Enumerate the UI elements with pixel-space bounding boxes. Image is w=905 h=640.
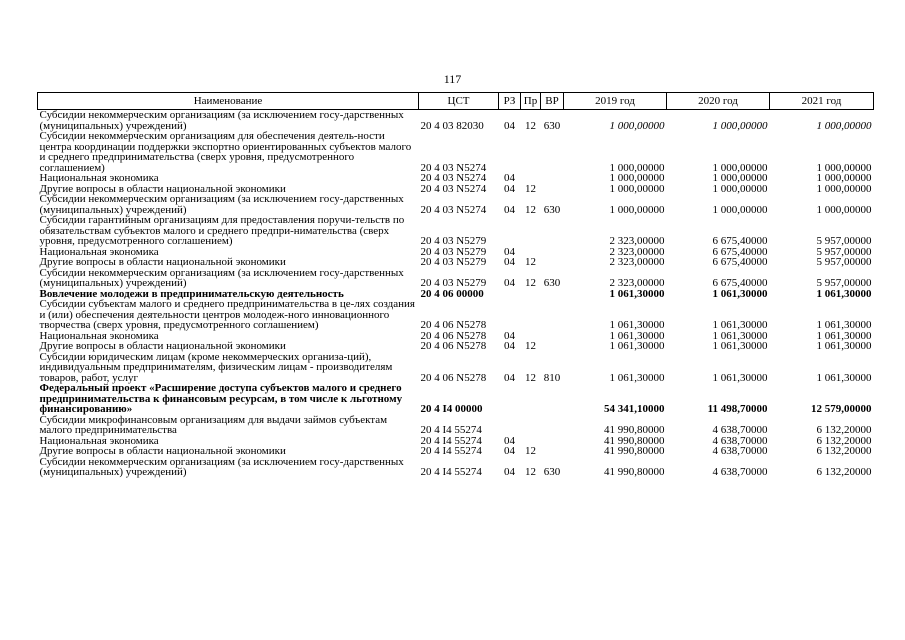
page-number: 117 xyxy=(443,72,462,86)
row-rz xyxy=(499,383,521,415)
row-value-2020: 1 000,00000 xyxy=(712,119,768,132)
table-row xyxy=(38,457,874,478)
row-rz xyxy=(499,299,521,331)
row-vr: 630 xyxy=(543,119,561,132)
header-name: Наименование xyxy=(38,93,419,110)
row-value-2019: 2 323,00000 xyxy=(609,245,665,258)
table-row xyxy=(38,383,874,415)
budget-table xyxy=(37,92,874,478)
row-pr xyxy=(521,215,541,247)
row-value-2021: 1 061,30000 xyxy=(816,329,872,342)
row-value-2019: 1 000,00000 xyxy=(609,172,665,184)
row-value-2021: 6 132,20000 xyxy=(816,466,872,478)
row-name: Другие вопросы в области национальной экономики xyxy=(39,445,286,457)
row-name: Федеральный проект «Расширение доступа субъектов малого и среднего предпринимательства к финансовым ресурсам, в том числе к льготному финансированию» xyxy=(39,382,403,415)
row-vr xyxy=(541,173,564,184)
row-name: Субсидии гарантийным организациям для предоставления поручи-тельств по обязательствам субъектов малого и среднего предпри-нимательства (сверх уровня, предусмотренного соглашением) xyxy=(39,214,405,247)
row-value-2020: 4 638,70000 xyxy=(712,466,768,478)
row-value-2021: 6 132,20000 xyxy=(816,434,872,447)
row-rz: 04 xyxy=(504,371,515,384)
row-rz: 04 xyxy=(504,256,515,268)
row-value-2019: 1 061,30000 xyxy=(609,371,665,384)
row-value-2019: 54 341,10000 xyxy=(604,403,665,415)
row-value-2019: 2 323,00000 xyxy=(609,256,665,268)
row-value-2019: 41 990,80000 xyxy=(604,466,665,478)
row-value-2020: 1 000,00000 xyxy=(712,172,768,184)
row-value-2020: 1 061,30000 xyxy=(712,319,768,331)
row-cst: 20 4 03 N5279 xyxy=(420,245,487,258)
row-vr xyxy=(541,247,564,258)
header-cst: ЦСТ xyxy=(419,93,499,110)
row-value-2020: 1 061,30000 xyxy=(712,340,768,352)
row-vr xyxy=(541,383,564,415)
row-rz: 04 xyxy=(504,466,515,478)
row-name: Субсидии некоммерческим организациям (за исключением госу-дарственных (муниципальных) учреждений) xyxy=(39,266,404,289)
row-value-2019: 2 323,00000 xyxy=(609,235,665,247)
row-cst: 20 4 03 N5274 xyxy=(420,161,487,174)
row-vr xyxy=(541,299,564,331)
row-name: Другие вопросы в области национальной экономики xyxy=(39,340,286,352)
row-value-2020: 6 675,40000 xyxy=(712,245,768,258)
row-value-2021: 1 061,30000 xyxy=(816,319,872,331)
row-rz: 04 xyxy=(504,182,515,195)
row-name: Национальная экономика xyxy=(39,434,159,447)
row-rz: 04 xyxy=(504,340,515,352)
table-row xyxy=(38,131,874,173)
row-value-2020: 4 638,70000 xyxy=(712,445,768,457)
row-cst: 20 4 03 N5279 xyxy=(420,277,487,289)
row-value-2019: 41 990,80000 xyxy=(604,434,665,447)
row-pr xyxy=(521,415,541,436)
row-cst: 20 4 03 N5274 xyxy=(420,182,487,195)
row-cst: 20 4 I4 55274 xyxy=(420,466,482,478)
row-value-2019: 41 990,80000 xyxy=(604,424,665,436)
row-value-2021: 5 957,00000 xyxy=(816,245,872,258)
row-rz xyxy=(499,289,521,300)
header-rz: РЗ xyxy=(499,93,521,110)
table-row xyxy=(38,446,874,457)
row-rz: 04 xyxy=(504,277,515,289)
header-vr: ВР xyxy=(541,93,564,110)
row-cst: 20 4 I4 00000 xyxy=(420,403,483,415)
table-row xyxy=(38,194,874,215)
row-cst: 20 4 03 82030 xyxy=(420,119,484,132)
row-value-2020: 11 498,70000 xyxy=(707,403,768,415)
row-value-2020: 6 675,40000 xyxy=(712,277,768,289)
row-value-2019: 1 000,00000 xyxy=(609,182,665,195)
row-name: Субсидии некоммерческим организациям (за исключением госу-дарственных (муниципальных) учреждений) xyxy=(39,109,404,132)
row-rz: 04 xyxy=(504,329,515,342)
row-value-2019: 1 061,30000 xyxy=(609,329,665,342)
row-value-2020: 6 675,40000 xyxy=(712,256,768,268)
row-pr: 12 xyxy=(525,277,536,289)
table-row xyxy=(38,352,874,384)
row-value-2020: 1 000,00000 xyxy=(712,182,768,195)
row-value-2019: 1 061,30000 xyxy=(609,340,665,352)
row-value-2021: 6 132,20000 xyxy=(816,445,872,457)
row-value-2020: 4 638,70000 xyxy=(712,424,768,436)
row-value-2021: 5 957,00000 xyxy=(816,277,872,289)
row-vr: 810 xyxy=(543,371,561,384)
row-value-2019: 41 990,80000 xyxy=(604,445,665,457)
row-value-2020: 1 000,00000 xyxy=(712,203,768,216)
row-value-2019: 1 061,30000 xyxy=(609,319,665,331)
row-pr xyxy=(521,289,541,300)
row-vr xyxy=(541,289,564,300)
row-value-2020: 1 000,00000 xyxy=(712,161,768,174)
row-name: Субсидии некоммерческим организациям для обеспечения деятель-ности центра координации поддержки экспортно ориентированных субъектов малого и среднего предпринимательства (сверх уровня, предусмотренного соглашением) xyxy=(39,130,412,174)
row-vr xyxy=(541,436,564,447)
row-vr xyxy=(541,446,564,457)
row-cst: 20 4 06 N5278 xyxy=(420,319,487,331)
row-value-2021: 1 000,00000 xyxy=(816,172,872,184)
row-value-2020: 4 638,70000 xyxy=(712,434,768,447)
table-row xyxy=(38,173,874,184)
row-value-2021: 6 132,20000 xyxy=(816,424,872,436)
row-cst: 20 4 03 N5274 xyxy=(420,203,487,216)
row-pr xyxy=(521,131,541,173)
table-row xyxy=(38,415,874,436)
row-pr: 12 xyxy=(525,203,536,216)
table-row xyxy=(38,215,874,247)
header-2019: 2019 год xyxy=(564,93,667,110)
row-pr: 12 xyxy=(525,119,536,132)
row-cst: 20 4 I4 55274 xyxy=(420,445,482,457)
row-vr: 630 xyxy=(543,277,561,289)
header-2021: 2021 год xyxy=(770,93,874,110)
row-value-2019: 1 061,30000 xyxy=(609,287,665,300)
row-cst: 20 4 03 N5279 xyxy=(420,256,487,268)
row-value-2021: 1 000,00000 xyxy=(816,203,872,216)
row-value-2020: 1 061,30000 xyxy=(712,371,768,384)
table-body xyxy=(38,110,874,478)
row-rz: 04 xyxy=(504,119,515,132)
row-name: Вовлечение молодежи в предпринимательскую деятельность xyxy=(39,287,344,300)
row-pr: 12 xyxy=(525,256,536,268)
row-rz: 04 xyxy=(504,434,515,447)
row-pr xyxy=(521,173,541,184)
table-row xyxy=(38,341,874,352)
row-value-2021: 1 000,00000 xyxy=(816,161,872,174)
row-value-2021: 1 000,00000 xyxy=(816,119,872,132)
header-2020: 2020 год xyxy=(667,93,770,110)
row-cst: 20 4 I4 55274 xyxy=(420,424,482,436)
row-vr xyxy=(541,331,564,342)
row-vr: 630 xyxy=(543,466,561,478)
row-rz: 04 xyxy=(504,203,515,216)
header-pr: Пр xyxy=(521,93,541,110)
row-cst: 20 4 06 N5278 xyxy=(420,371,487,384)
row-rz: 04 xyxy=(504,445,515,457)
row-vr xyxy=(541,257,564,268)
row-value-2019: 1 000,00000 xyxy=(609,203,665,216)
table-row xyxy=(38,257,874,268)
row-pr: 12 xyxy=(525,340,536,352)
row-name: Национальная экономика xyxy=(39,172,159,184)
row-value-2021: 5 957,00000 xyxy=(816,256,872,268)
row-value-2020: 1 061,30000 xyxy=(712,287,768,300)
row-name: Национальная экономика xyxy=(39,245,159,258)
table-row xyxy=(38,299,874,331)
row-pr: 12 xyxy=(525,182,536,195)
row-cst: 20 4 06 N5278 xyxy=(420,340,487,352)
row-value-2019: 1 000,00000 xyxy=(609,161,665,174)
row-pr: 12 xyxy=(525,371,536,384)
row-pr xyxy=(521,383,541,415)
row-cst: 20 4 06 00000 xyxy=(420,287,484,300)
row-value-2021: 1 061,30000 xyxy=(816,287,872,300)
row-value-2019: 2 323,00000 xyxy=(609,277,665,289)
row-name: Субсидии субъектам малого и среднего предпринимательства в це-лях создания и (или) обеспечения деятельности центров молодеж-ного инновационного творчества (сверх уровня, предусмотренного соглашением) xyxy=(39,298,415,331)
row-name: Субсидии микрофинансовым организациям для выдачи займов субъектам малого предпринимательства xyxy=(39,413,388,436)
row-pr: 12 xyxy=(525,466,536,478)
row-vr xyxy=(541,184,564,195)
row-rz: 04 xyxy=(504,172,515,184)
row-value-2020: 6 675,40000 xyxy=(712,235,768,247)
row-value-2021: 1 061,30000 xyxy=(816,340,872,352)
row-value-2020: 1 061,30000 xyxy=(712,329,768,342)
row-cst: 20 4 03 N5274 xyxy=(420,172,487,184)
row-name: Субсидии юридическим лицам (кроме некоммерческих организа-ций), индивидуальным предпринимателям, физическим лицам - производителям товаров, работ, услуг xyxy=(39,350,393,384)
row-name: Другие вопросы в области национальной экономики xyxy=(39,256,286,268)
row-name: Субсидии некоммерческим организациям (за исключением госу-дарственных (муниципальных) учреждений) xyxy=(39,193,404,216)
row-vr: 630 xyxy=(543,203,561,216)
row-cst: 20 4 I4 55274 xyxy=(420,434,482,447)
row-value-2021: 1 061,30000 xyxy=(816,371,872,384)
row-cst: 20 4 06 N5278 xyxy=(420,329,487,342)
row-vr xyxy=(541,415,564,436)
row-rz: 04 xyxy=(504,245,515,258)
row-name: Субсидии некоммерческим организациям (за исключением госу-дарственных (муниципальных) учреждений) xyxy=(39,455,404,478)
row-name: Национальная экономика xyxy=(39,329,159,342)
row-pr: 12 xyxy=(525,445,536,457)
table-row xyxy=(38,110,874,132)
row-vr xyxy=(541,341,564,352)
row-rz xyxy=(499,415,521,436)
row-vr xyxy=(541,131,564,173)
table-row xyxy=(38,268,874,289)
table-header xyxy=(38,93,874,110)
row-cst: 20 4 03 N5279 xyxy=(420,235,487,247)
row-value-2021: 5 957,00000 xyxy=(816,235,872,247)
row-pr xyxy=(521,299,541,331)
row-rz xyxy=(499,131,521,173)
row-name: Другие вопросы в области национальной экономики xyxy=(39,182,286,195)
row-rz xyxy=(499,215,521,247)
row-vr xyxy=(541,215,564,247)
row-value-2021: 1 000,00000 xyxy=(816,182,872,195)
row-value-2019: 1 000,00000 xyxy=(609,119,665,132)
row-value-2021: 12 579,00000 xyxy=(811,403,872,415)
